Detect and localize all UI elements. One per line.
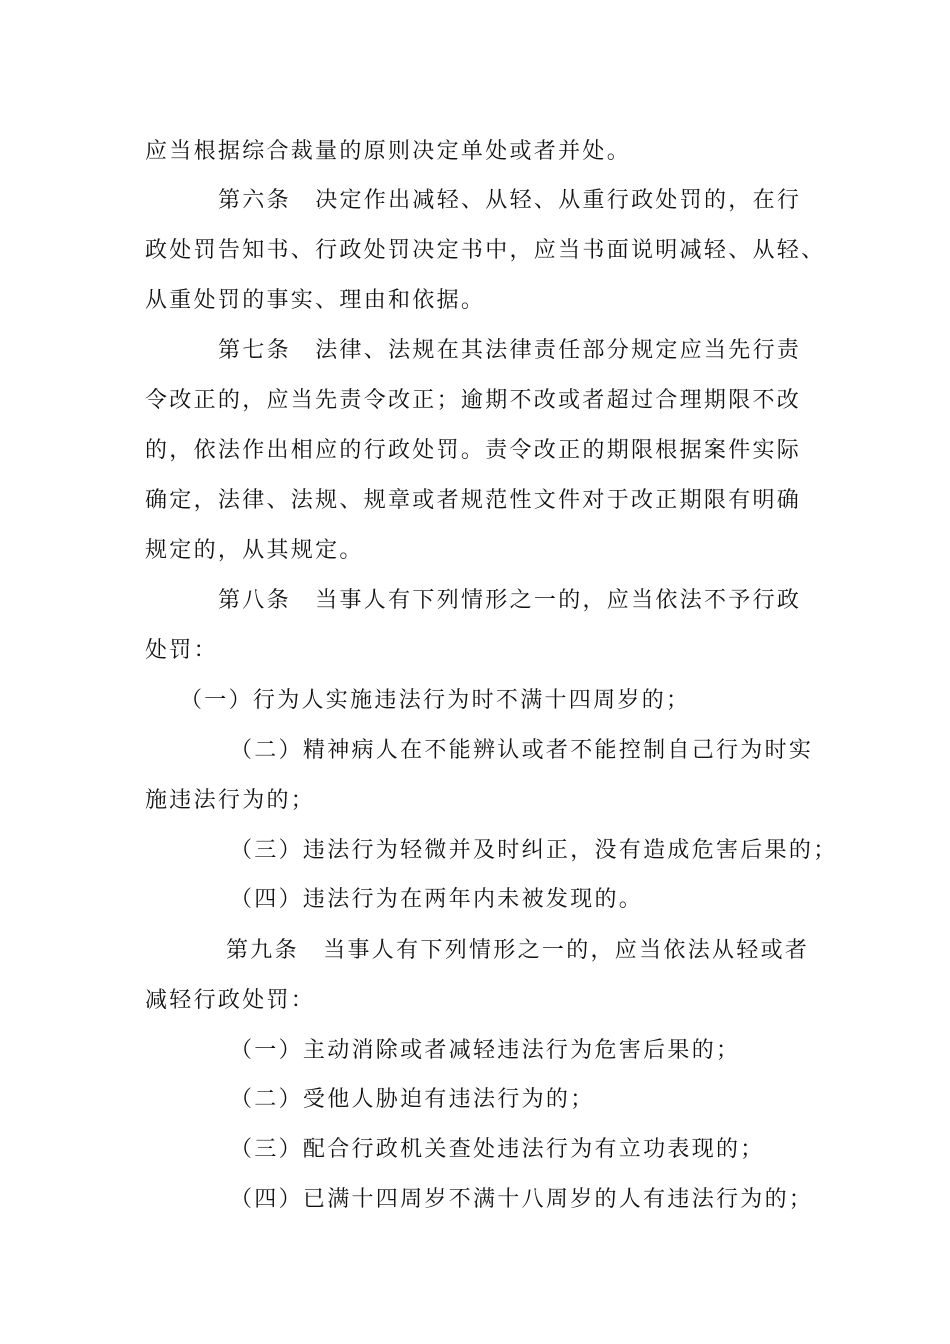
article-8-item-1: （一）行为人实施违法行为时不满十四周岁的； xyxy=(180,688,691,713)
article-9-item-1: （一）主动消除或者减轻违法行为危害后果的； xyxy=(230,1038,741,1063)
article-9-item-4: （四）已满十四周岁不满十八周岁的人有违法行为的； xyxy=(230,1187,814,1212)
article-7-line-1: 第七条 法律、法规在其法律责任部分规定应当先行责 xyxy=(218,338,802,363)
article-6-line-3: 从重处罚的事实、理由和依据。 xyxy=(145,288,486,313)
article-8-line-1: 第八条 当事人有下列情形之一的，应当依法不予行政 xyxy=(218,588,802,613)
article-8-item-3: （三）违法行为轻微并及时纠正，没有造成危害后果的； xyxy=(230,838,838,863)
article-7-line-5: 规定的，从其规定。 xyxy=(145,538,364,563)
article-6-line-2: 政处罚告知书、行政处罚决定书中，应当书面说明减轻、从轻、 xyxy=(145,238,826,263)
article-9-item-2: （二）受他人胁迫有违法行为的； xyxy=(230,1087,595,1112)
article-9-line-1: 第九条 当事人有下列情形之一的，应当依法从轻或者 xyxy=(226,938,810,963)
article-8-item-2-cont: 施违法行为的； xyxy=(145,788,316,813)
article-8-item-2: （二）精神病人在不能辨认或者不能控制自己行为时实 xyxy=(230,738,814,763)
article-6-line-1: 第六条 决定作出减轻、从轻、从重行政处罚的，在行 xyxy=(218,188,802,213)
article-9-item-3: （三）配合行政机关查处违法行为有立功表现的； xyxy=(230,1137,765,1162)
article-8-item-4: （四）违法行为在两年内未被发现的。 xyxy=(230,887,644,912)
text-line-1: 应当根据综合裁量的原则决定单处或者并处。 xyxy=(145,139,632,164)
article-9-line-2: 减轻行政处罚： xyxy=(145,988,316,1013)
article-7-line-4: 确定，法律、法规、规章或者规范性文件对于改正期限有明确 xyxy=(145,488,802,513)
article-7-line-2: 令改正的，应当先责令改正；逾期不改或者超过合理期限不改 xyxy=(145,388,802,413)
article-8-line-2: 处罚： xyxy=(145,638,218,663)
article-7-line-3: 的，依法作出相应的行政处罚。责令改正的期限根据案件实际 xyxy=(145,438,802,463)
